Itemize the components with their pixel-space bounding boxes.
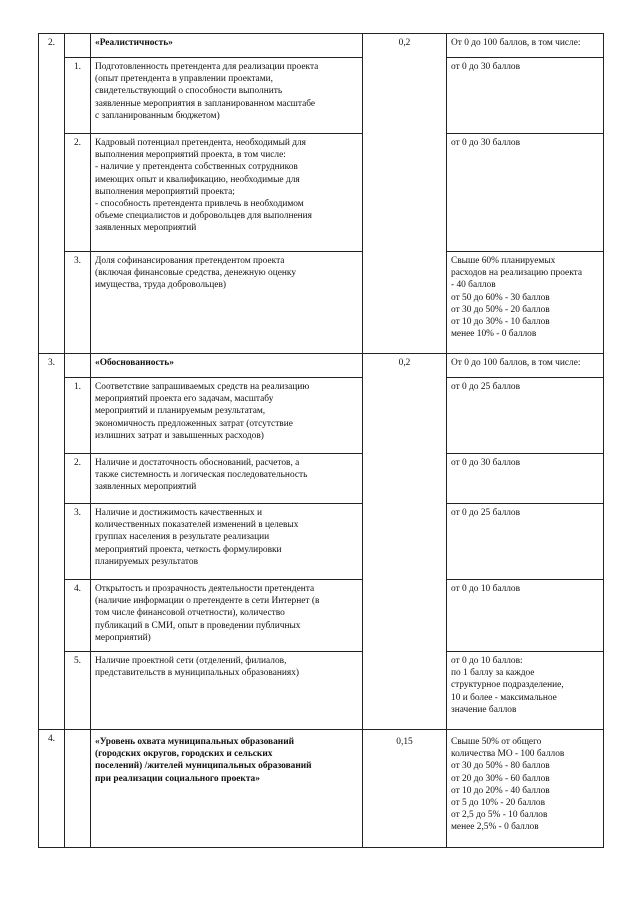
item-score: от 0 до 10 баллов: по 1 баллу за каждое структурное подразделение, 10 и более - максимальное значение баллов [447,652,604,730]
item-number: 2. [65,454,91,504]
item-criterion: Доля софинансирования претендентом проекта (включая финансовые средства, денежную оценку имущества, труда добровольцев) [91,252,363,354]
section-score: Свыше 50% от общего количества МО - 100 баллов от 30 до 50% - 80 баллов от 20 до 30% - 60 баллов от 10 до 20% - 40 баллов от 5 до 10% - 20 баллов от 2,5 до 5% - 10 баллов менее 2,5% - 0 баллов [447,730,604,848]
section-title: «Реалистичность» [91,34,363,58]
item-number: 4. [65,580,91,652]
table-row [39,580,604,652]
section-score: От 0 до 100 баллов, в том числе: [447,354,604,378]
item-criterion: Соответствие запрашиваемых средств на реализацию мероприятий проекта его задачам, масштабу мероприятий и планируемым результатам, экономичность предложенных затрат (отсутствие излишних затрат и завышенных расходов) [91,378,363,454]
table-row [39,504,604,580]
item-score: Свыше 60% планируемых расходов на реализацию проекта - 40 баллов от 50 до 60% - 30 баллов от 30 до 50% - 20 баллов от 10 до 30% - 10 баллов менее 10% - 0 баллов [447,252,604,354]
section-4-row [39,730,604,848]
section-number: 4. [39,730,65,848]
table-row [39,652,604,730]
item-number: 3. [65,504,91,580]
table-row [39,454,604,504]
item-number: 2. [65,134,91,252]
empty-cell [65,730,91,848]
item-score: от 0 до 30 баллов [447,134,604,252]
section-weight: 0,2 [363,34,447,354]
item-criterion: Кадровый потенциал претендента, необходимый для выполнения мероприятий проекта, в том числе: - наличие у претендента собственных сотрудников имеющих опыт и квалификацию, необходимые для выполнения мероприятий проекта; - способность претендента привлечь в необходимом объеме специалистов и добровольцев для выполнения заявленных мероприятий [91,134,363,252]
empty-cell [65,34,91,58]
table-row [39,252,604,354]
item-number: 3. [65,252,91,354]
section-2-header-row [39,34,604,58]
item-score: от 0 до 30 баллов [447,58,604,134]
empty-cell [65,354,91,378]
item-number: 1. [65,378,91,454]
table-row [39,58,604,134]
section-title: «Уровень охвата муниципальных образований (городских округов, городских и сельских поселений) /жителей муниципальных образований при реализации социального проекта» [91,730,363,848]
section-number: 2. [39,34,65,354]
item-number: 1. [65,58,91,134]
item-criterion: Наличие проектной сети (отделений, филиалов, представительств в муниципальных образованиях) [91,652,363,730]
section-score: От 0 до 100 баллов, в том числе: [447,34,604,58]
section-weight: 0,15 [363,730,447,848]
table-row [39,134,604,252]
section-3-header-row [39,354,604,378]
item-score: от 0 до 25 баллов [447,504,604,580]
item-score: от 0 до 30 баллов [447,454,604,504]
item-score: от 0 до 25 баллов [447,378,604,454]
item-score: от 0 до 10 баллов [447,580,604,652]
section-weight: 0,2 [363,354,447,730]
item-criterion: Наличие и достижимость качественных и количественных показателей изменений в целевых группах населения в результате реализации мероприятий проекта, четкость формулировки планируемых результатов [91,504,363,580]
table-row [39,378,604,454]
section-number: 3. [39,354,65,730]
item-criterion: Наличие и достаточность обоснований, расчетов, а также системность и логическая последовательность заявленных мероприятий [91,454,363,504]
section-title: «Обоснованность» [91,354,363,378]
criteria-table [38,33,604,848]
item-number: 5. [65,652,91,730]
item-criterion: Подготовленность претендента для реализации проекта (опыт претендента в управлении проектами, свидетельствующий о способности выполнить заявленные мероприятия в запланированном масштабе с запланированным бюджетом) [91,58,363,134]
item-criterion: Открытость и прозрачность деятельности претендента (наличие информации о претенденте в сети Интернет (в том числе финансовой отчетности), количество публикаций в СМИ, опыт в проведении публичных мероприятий) [91,580,363,652]
